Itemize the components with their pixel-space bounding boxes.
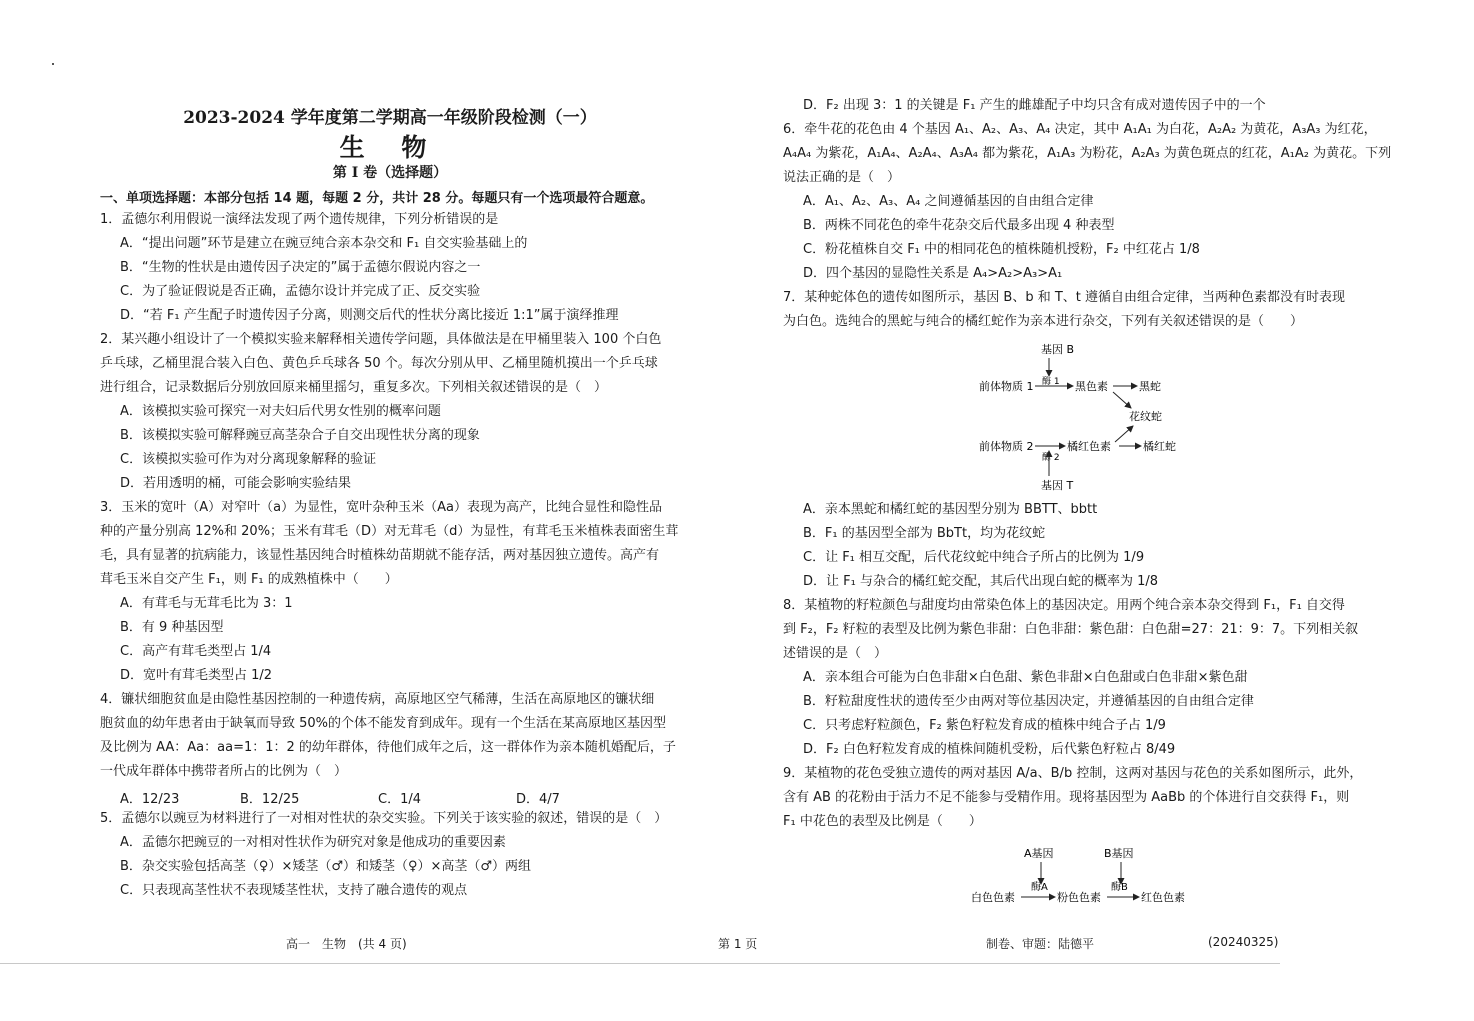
q6-stem-line3: 说法正确的是（ ） xyxy=(783,170,901,185)
q3-option-b: B．有 9 种基因型 xyxy=(120,620,224,635)
q7-option-b: B．F₁ 的基因型全部为 BbTt，均为花纹蛇 xyxy=(803,526,1046,541)
footer-course: 高一 生物 (共 4 页) xyxy=(286,937,407,951)
q7-gene-b: 基因 B xyxy=(1041,343,1075,356)
q8-stem-line2: 到 F₂，F₂ 籽粒的表型及比例为紫色非甜：白色非甜：紫色甜：白色甜=27：21：9：7。下列相关叙 xyxy=(783,622,1359,637)
q7-option-a: A．亲本黑蛇和橘红蛇的基因型分别为 BBTT、bbtt xyxy=(803,502,1098,517)
q4-option-c: C．1/4 xyxy=(378,792,421,807)
q6-option-d: D．四个基因的显隐性关系是 A₄>A₂>A₃>A₁ xyxy=(803,266,1063,281)
q5-option-d: D．F₂ 出现 3：1 的关键是 F₁ 产生的雌雄配子中均只含有成对遗传因子中的一个 xyxy=(803,98,1266,113)
q8-stem-line1: 8．某植物的籽粒颜色与甜度均由常染色体上的基因决定。用两个纯合亲本杂交得到 F₁，F₁ 自交得 xyxy=(783,598,1345,613)
q7-stem-line1: 7．某种蛇体色的遗传如图所示，基因 B、b 和 T、t 遵循自由组合定律，当两种色素都没有时表现 xyxy=(783,290,1346,305)
q3-option-a: A．有茸毛与无茸毛比为 3：1 xyxy=(120,596,293,611)
q5-option-c: C．只表现高茎性状不表现矮茎性状，支持了融合遗传的观点 xyxy=(120,883,468,898)
footer-divider xyxy=(0,963,1280,964)
q1-option-b: B．“生物的性状是由遗传因子决定的”属于孟德尔假说内容之一 xyxy=(120,260,481,275)
q7-precursor2: 前体物质 2 xyxy=(979,440,1034,453)
footer-page-number: 第 1 页 xyxy=(718,937,758,951)
q1-option-c: C．为了验证假说是否正确，孟德尔设计并完成了正、反交实验 xyxy=(120,284,481,299)
q1-option-a: A．“提出问题”环节是建立在豌豆纯合亲本杂交和 F₁ 自交实验基础上的 xyxy=(120,236,528,251)
q7-orange-snake: 橘红蛇 xyxy=(1143,440,1176,453)
q7-arrow-orange-pattern xyxy=(1115,426,1133,442)
q7-pattern-snake: 花纹蛇 xyxy=(1129,410,1162,423)
q6-stem-line2: A₄A₄ 为紫花，A₁A₄、A₂A₄、A₃A₄ 都为紫花，A₁A₃ 为粉花，A₂A₃ 为黄色斑点的红花，A₁A₂ 为黄花。下列 xyxy=(783,146,1392,161)
q4-stem-line4: 一代成年群体中携带者所占的比例为（ ） xyxy=(100,764,348,779)
q9-enzyme-a: 酶A xyxy=(1031,882,1048,893)
q6-option-b: B．两株不同花色的牵牛花杂交后代最多出现 4 种表型 xyxy=(803,218,1115,233)
q9-stem-line3: F₁ 中花色的表型及比例是（ ） xyxy=(783,814,982,829)
q7-gene-t: 基因 T xyxy=(1041,479,1074,492)
q7-precursor1: 前体物质 1 xyxy=(979,380,1034,393)
q8-option-a: A．亲本组合可能为白色非甜×白色甜、紫色非甜×白色甜或白色非甜×紫色甜 xyxy=(803,670,1248,685)
q4-stem-line3: 及比例为 AA：Aa：aa=1：1：2 的幼年群体，待他们成年之后，这一群体作为亲本随机婚配后，子 xyxy=(100,740,676,755)
q8-stem-line3: 述错误的是（ ） xyxy=(783,646,888,661)
q1-stem: 1．孟德尔利用假说一演绎法发现了两个遗传规律，下列分析错误的是 xyxy=(100,212,499,227)
q2-option-a: A．该模拟实验可探究一对夫妇后代男女性别的概率问题 xyxy=(120,404,441,419)
q8-option-d: D．F₂ 白色籽粒发育成的植株间随机受粉，后代紫色籽粒占 8/49 xyxy=(803,742,1176,757)
q2-option-b: B．该模拟实验可解释豌豆高茎杂合子自交出现性状分离的现象 xyxy=(120,428,480,443)
q5-option-b: B．杂交实验包括高茎（♀）×矮茎（♂）和矮茎（♀）×高茎（♂）两组 xyxy=(120,859,532,874)
q2-option-c: C．该模拟实验可作为对分离现象解释的验证 xyxy=(120,452,377,467)
q8-option-c: C．只考虑籽粒颜色，F₂ 紫色籽粒发育成的植株中纯合子占 1/9 xyxy=(803,718,1166,733)
q9-gene-b: B基因 xyxy=(1104,847,1134,860)
q1-option-d: D．“若 F₁ 产生配子时遗传因子分离，则测交后代的性状分离比接近 1:1”属于演绎推理 xyxy=(120,308,619,323)
q3-stem-line2: 种的产量分别高 12%和 20%；玉米有茸毛（D）对无茸毛（d）为显性，有茸毛玉米植株表面密生茸 xyxy=(100,524,679,539)
q9-gene-a: A基因 xyxy=(1024,847,1054,860)
q3-option-d: D．宽叶有茸毛类型占 1/2 xyxy=(120,668,273,683)
q5-stem: 5．孟德尔以豌豆为材料进行了一对相对性状的杂交实验。下列关于该实验的叙述，错误的是（ ） xyxy=(100,811,668,826)
footer-date: (20240325) xyxy=(1208,935,1279,949)
q2-stem-line2: 乒乓球，乙桶里混合装入白色、黄色乒乓球各 50 个。每次分别从甲、乙桶里随机摸出一个乒乓球 xyxy=(100,356,658,371)
q6-option-a: A．A₁、A₂、A₃、A₄ 之间遵循基因的自由组合定律 xyxy=(803,194,1094,209)
q7-stem-line2: 为白色。选纯合的黑蛇与纯合的橘红蛇作为亲本进行杂交，下列有关叙述错误的是（ ） xyxy=(783,314,1304,329)
q8-option-b: B．籽粒甜度性状的遗传至少由两对等位基因决定，并遵循基因的自由组合定律 xyxy=(803,694,1254,709)
q2-stem-line1: 2．某兴趣小组设计了一个模拟实验来解释相关遗传学问题，具体做法是在甲桶里装入 100 个白色 xyxy=(100,332,662,347)
subject-title: 生 物 xyxy=(339,133,441,162)
q7-enzyme2: 酶 2 xyxy=(1042,453,1060,463)
q7-arrow-black-pattern xyxy=(1113,392,1131,408)
q7-orange-pigment: 橘红色素 xyxy=(1067,440,1111,453)
q9-white-pigment: 白色色素 xyxy=(971,891,1015,904)
q2-option-d: D．若用透明的桶，可能会影响实验结果 xyxy=(120,476,352,491)
q9-stem-line1: 9．某植物的花色受独立遗传的两对基因 A/a、B/b 控制，这两对基因与花色的关系如图所示，此外， xyxy=(783,766,1363,781)
q9-red-pigment: 红色色素 xyxy=(1141,891,1185,904)
q7-option-c: C．让 F₁ 相互交配，后代花纹蛇中纯合子所占的比例为 1/9 xyxy=(803,550,1145,565)
q7-black-snake: 黑蛇 xyxy=(1139,380,1161,393)
q4-option-b: B．12/25 xyxy=(240,792,300,807)
q7-enzyme1: 酶 1 xyxy=(1042,377,1060,387)
q9-pathway-diagram xyxy=(969,842,1229,912)
section-heading: 一、单项选择题：本部分包括 14 题，每题 2 分，共计 28 分。每题只有一个选项最符合题意。 xyxy=(100,191,654,206)
q6-option-c: C．粉花植株自交 F₁ 中的相同花色的植株随机授粉，F₂ 中红花占 1/8 xyxy=(803,242,1200,257)
q7-black-pigment: 黑色素 xyxy=(1075,380,1108,393)
q9-stem-line2: 含有 AB 的花粉由于活力不足不能参与受精作用。现将基因型为 AaBb 的个体进行自交获得 F₁，则 xyxy=(783,790,1350,805)
q2-stem-line3: 进行组合，记录数据后分别放回原来桶里摇匀，重复多次。下列相关叙述错误的是（ ） xyxy=(100,380,608,395)
q4-stem-line1: 4．镰状细胞贫血是由隐性基因控制的一种遗传病，高原地区空气稀薄，生活在高原地区的镰状细 xyxy=(100,692,655,707)
q4-option-d: D．4/7 xyxy=(516,792,560,807)
q6-stem-line1: 6．牵牛花的花色由 4 个基因 A₁、A₂、A₃、A₄ 决定，其中 A₁A₁ 为白花，A₂A₂ 为黄花，A₃A₃ 为红花， xyxy=(783,122,1377,137)
q5-option-a: A．孟德尔把豌豆的一对相对性状作为研究对象是他成功的重要因素 xyxy=(120,835,506,850)
footer-author: 制卷、审题：陆德平 xyxy=(986,937,1095,951)
q7-option-d: D．让 F₁ 与杂合的橘红蛇交配，其后代出现白蛇的概率为 1/8 xyxy=(803,574,1159,589)
q9-pink-pigment: 粉色色素 xyxy=(1057,891,1101,904)
q9-enzyme-b: 酶B xyxy=(1111,882,1128,893)
q4-option-a: A．12/23 xyxy=(120,792,180,807)
q3-stem-line1: 3．玉米的宽叶（A）对窄叶（a）为显性，宽叶杂种玉米（Aa）表现为高产，比纯合显性和隐性品 xyxy=(100,500,662,515)
exam-title: 2023-2024 学年度第二学期高一年级阶段检测（一） xyxy=(183,108,597,128)
part-title: 第 I 卷（选择题） xyxy=(332,165,448,181)
scan-speck xyxy=(52,63,54,65)
q4-stem-line2: 胞贫血的幼年患者由于缺氧而导致 50%的个体不能发育到成年。现有一个生活在某高原地区基因型 xyxy=(100,716,667,731)
q7-pathway-diagram xyxy=(963,336,1203,496)
q3-stem-line3: 毛，具有显著的抗病能力，该显性基因纯合时植株幼苗期就不能存活，两对基因独立遗传。高产有 xyxy=(100,548,660,563)
q3-option-c: C．高产有茸毛类型占 1/4 xyxy=(120,644,272,659)
q3-stem-line4: 茸毛玉米自交产生 F₁，则 F₁ 的成熟植株中（ ） xyxy=(100,572,398,587)
